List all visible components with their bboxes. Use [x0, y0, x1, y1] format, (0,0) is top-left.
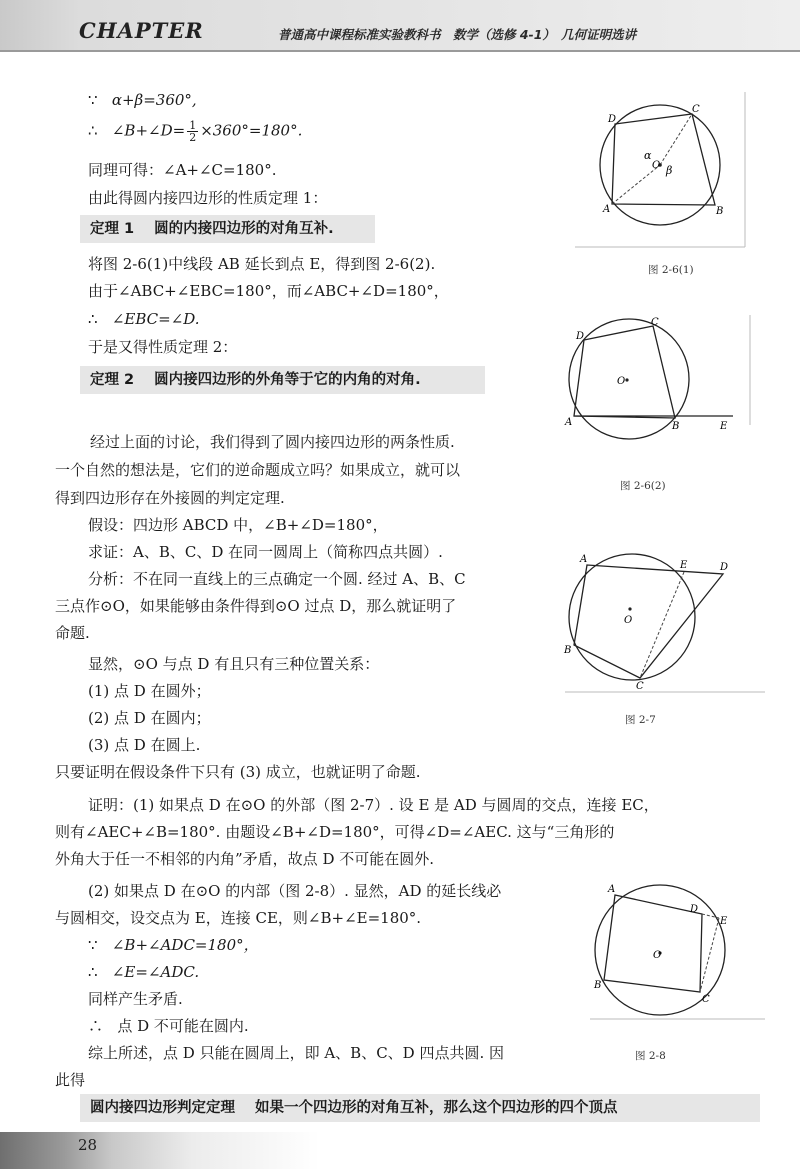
book-title: 普通高中课程标准实验教科书 数学（选修 4-1） 几何证明选讲	[278, 27, 637, 42]
para-22-text: 点 D 不可能在圆内.	[117, 1017, 249, 1035]
line-6: 由于∠ABC+∠EBC=180°，而∠ABC+∠D=180°，	[88, 282, 449, 300]
para-21: 同样产生矛盾.	[88, 990, 183, 1008]
fig2-caption: 图 2-6(2)	[620, 480, 666, 492]
fig2-quadrilateral	[574, 326, 675, 418]
para-10: (1) 点 D 在圆外；	[88, 682, 211, 700]
para-1: 经过上面的讨论，我们得到了圆内接四边形的两条性质.	[90, 433, 455, 451]
fig1-label-d: D	[608, 114, 617, 125]
fig1-label-c: C	[692, 104, 700, 115]
fig4-caption: 图 2-8	[635, 1050, 666, 1062]
line-7	[88, 309, 200, 329]
figure-2-7	[560, 545, 765, 693]
therefore-symbol: ∴	[88, 963, 98, 981]
para-22	[88, 1016, 249, 1036]
fig4-label-e: E	[720, 916, 728, 927]
fig3-label-b: B	[564, 645, 572, 656]
because-symbol: ∵	[88, 91, 98, 109]
para-24: 此得	[55, 1071, 86, 1089]
fig2-label-a: A	[565, 417, 573, 428]
line-1	[88, 90, 197, 110]
para-20	[88, 962, 199, 982]
theorem-2-label: 定理 2	[90, 372, 135, 388]
footer-band	[0, 1132, 800, 1169]
fig3-label-c: C	[636, 681, 644, 692]
fig2-label-o: O	[617, 376, 626, 387]
fig3-center	[628, 607, 631, 610]
para-23: 综上所述，点 D 只能在圆周上，即 A、B、C、D 四点共圆. 因	[88, 1044, 504, 1062]
para-17: (2) 如果点 D 在⊙O 的内部（图 2-8）. 显然，AD 的延长线必	[88, 882, 502, 900]
theorem-2	[90, 370, 421, 390]
para-20-text: ∠E=∠ADC.	[111, 963, 200, 981]
fig2-circle	[569, 319, 689, 439]
fig4-segment-ec	[700, 918, 719, 992]
fig2-label-b: B	[672, 421, 680, 432]
line-7-text: ∠EBC=∠D.	[111, 310, 200, 328]
fig4-quadrilateral	[604, 895, 702, 992]
theorem-1-text: 圆的内接四边形的对角互补.	[154, 221, 334, 237]
fraction-numerator: 1	[189, 119, 197, 132]
para-7: 三点作⊙O，如果能够由条件得到⊙O 过点 D，那么就证明了	[55, 597, 457, 615]
fig4-label-b: B	[594, 980, 602, 991]
fig4-label-a: A	[608, 884, 616, 895]
para-2: 一个自然的想法是，它们的逆命题成立吗？如果成立，就可以	[55, 461, 461, 479]
theorem-1	[90, 219, 334, 239]
fig4-label-o: O	[653, 950, 662, 961]
para-3: 得到四边形存在外接圆的判定定理.	[55, 489, 285, 507]
para-11: (2) 点 D 在圆内；	[88, 709, 211, 727]
final-theorem-text: 如果一个四边形的对角互补，那么这个四边形的四个顶点	[255, 1100, 618, 1116]
para-18: 与圆相交，设交点为 E，连接 CE，则∠B+∠E=180°.	[55, 909, 422, 927]
fig3-quadrilateral	[574, 565, 723, 678]
figure-2-6-1	[575, 92, 765, 250]
line-2-text-a: ∠B+∠D=	[111, 121, 186, 140]
theorem-1-label: 定理 1	[90, 221, 135, 237]
fraction	[187, 120, 198, 143]
para-4: 假设：四边形 ABCD 中，∠B+∠D=180°，	[88, 516, 388, 534]
therefore-symbol: ∴	[88, 310, 98, 328]
fig3-segment-ec	[640, 572, 684, 678]
therefore-symbol: ∴	[88, 1017, 104, 1035]
para-6: 分析：不在同一直线上的三点确定一个圆. 经过 A、B、C	[88, 570, 466, 588]
therefore-symbol: ∴	[88, 121, 98, 140]
final-theorem-label: 圆内接四边形判定定理	[90, 1100, 235, 1116]
line-4: 由此得圆内接四边形的性质定理 1：	[88, 189, 328, 207]
fig1-label-a: A	[603, 204, 611, 215]
para-9: 显然，⊙O 与点 D 有且只有三种位置关系：	[88, 655, 380, 673]
para-15: 则有∠AEC+∠B=180°. 由题设∠B+∠D=180°，可得∠D=∠AEC. 这与“三角形的	[55, 823, 615, 841]
fig1-label-beta: β	[666, 164, 673, 177]
line-1-text: α+β=360°,	[111, 91, 197, 109]
para-16: 外角大于任一不相邻的内角”矛盾，故点 D 不可能在圆外.	[55, 850, 435, 868]
because-symbol: ∵	[88, 936, 98, 954]
line-3: 同理可得：∠A+∠C=180°.	[88, 161, 277, 179]
fig1-radius-c	[660, 114, 692, 165]
para-8: 命题.	[55, 624, 90, 642]
line-2	[88, 120, 302, 143]
fig3-caption: 图 2-7	[625, 714, 656, 726]
fig1-label-b: B	[716, 206, 724, 217]
line-5: 将图 2-6(1)中线段 AB 延长到点 E，得到图 2-6(2).	[88, 255, 436, 273]
figure-2-6-2	[555, 315, 765, 445]
para-12: (3) 点 D 在圆上.	[88, 736, 201, 754]
fig2-label-c: C	[651, 317, 659, 328]
fig1-caption: 图 2-6(1)	[648, 264, 694, 276]
fig1-label-alpha: α	[644, 149, 652, 162]
fig4-label-c: C	[702, 994, 710, 1005]
fig2-label-d: D	[576, 331, 585, 342]
fig3-label-a: A	[580, 554, 588, 565]
fig4-label-d: D	[690, 904, 699, 915]
figure-2-8	[590, 880, 765, 1020]
page-number: 28	[78, 1136, 98, 1154]
para-13: 只要证明在假设条件下只有 (3) 成立，也就证明了命题.	[55, 763, 421, 781]
line-8: 于是又得性质定理 2：	[88, 338, 238, 356]
fig1-label-o: O	[652, 160, 661, 171]
line-2-text-b: ×360°=180°.	[200, 121, 303, 140]
final-theorem	[90, 1098, 618, 1118]
fraction-denominator: 2	[189, 131, 197, 144]
theorem-2-text: 圆内接四边形的外角等于它的内角的对角.	[154, 372, 421, 388]
chapter-label: CHAPTER	[79, 18, 204, 43]
fig2-label-e: E	[720, 421, 728, 432]
para-19	[88, 935, 259, 955]
fig3-label-d: D	[720, 562, 729, 573]
para-19-text: ∠B+∠ADC=180°，	[111, 936, 259, 954]
para-14: 证明：(1) 如果点 D 在⊙O 的外部（图 2-7）. 设 E 是 AD 与圆周的交点，连接 EC，	[88, 796, 659, 814]
fig3-label-e: E	[680, 560, 688, 571]
fig3-label-o: O	[624, 615, 633, 626]
fig2-center	[625, 378, 628, 381]
para-5: 求证：A、B、C、D 在同一圆周上（简称四点共圆）.	[88, 543, 443, 561]
header-rule	[0, 50, 800, 52]
